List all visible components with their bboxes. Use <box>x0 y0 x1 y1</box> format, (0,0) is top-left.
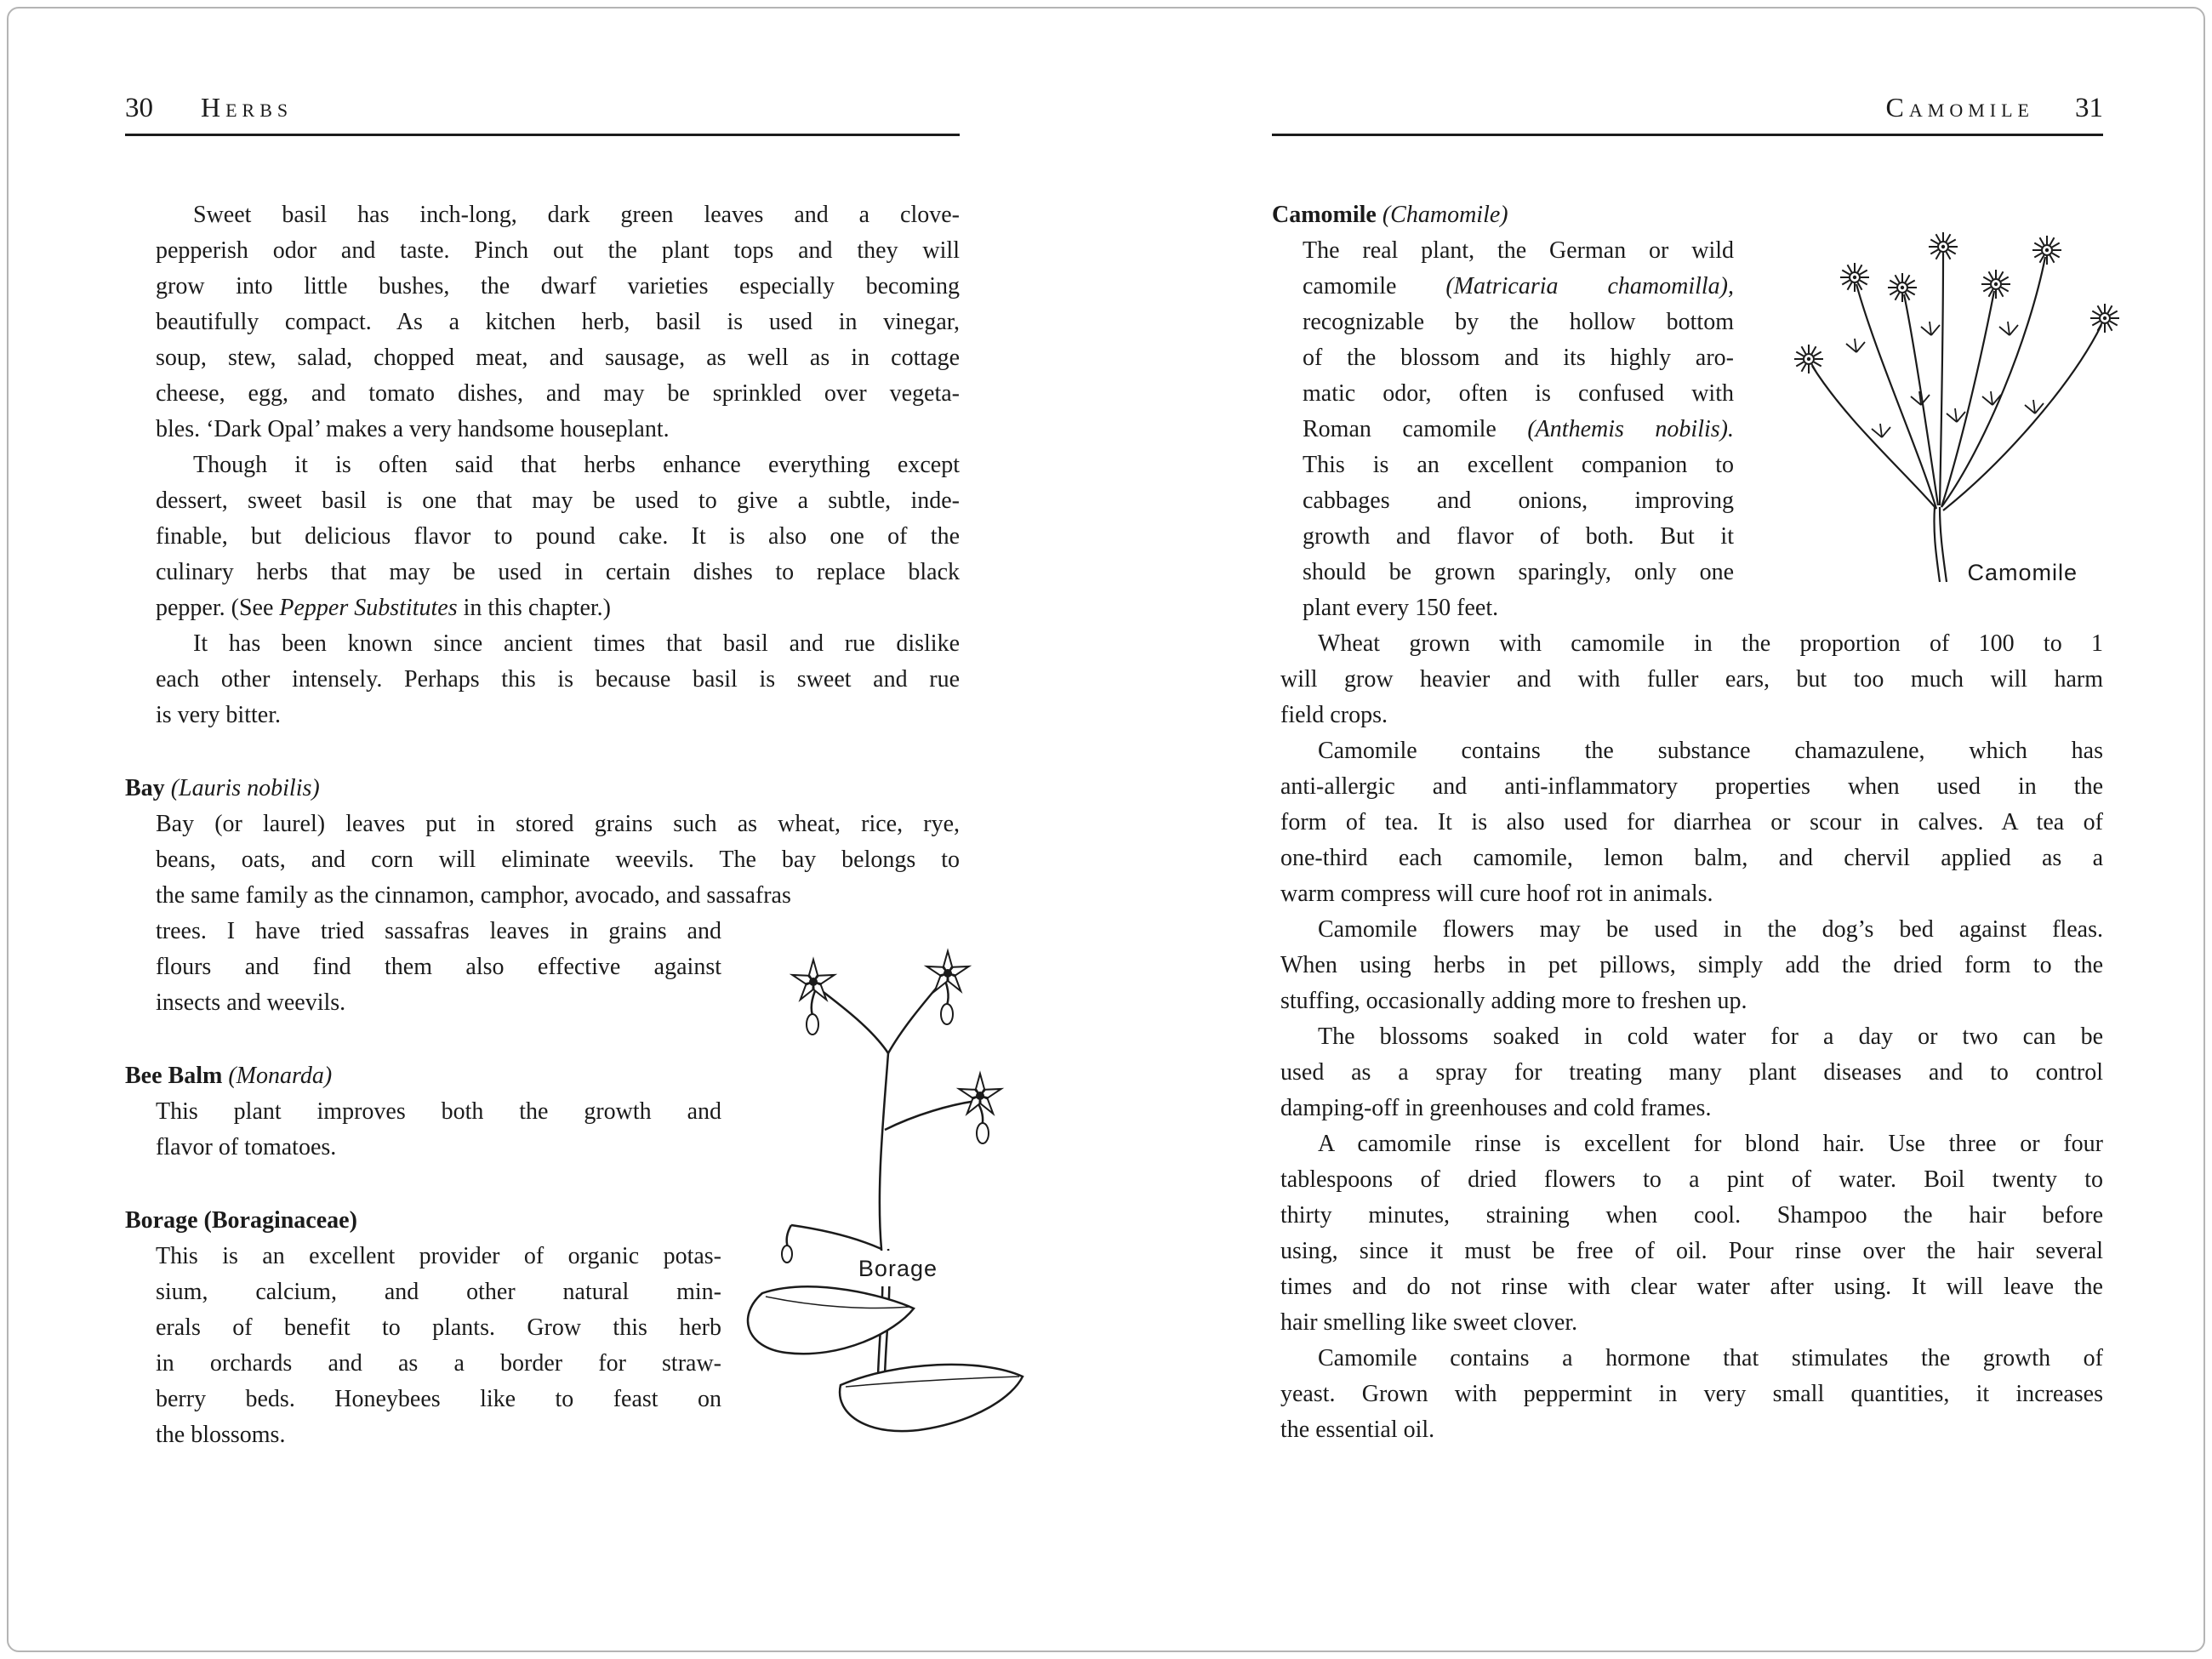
text-line: should be grown sparingly, only one <box>1303 559 1734 585</box>
text-line: insects and weevils. <box>156 989 346 1016</box>
text-line: finable, but delicious flavor to pound cake. It is also one of the <box>156 523 960 550</box>
text-line: This plant improves both the growth and <box>156 1098 721 1125</box>
text-line: berry beds. Honeybees like to feast on <box>156 1386 721 1412</box>
text-line: pepper. (See Pepper Substitutes in this chapter.) <box>156 595 611 621</box>
text-line: Wheat grown with camomile in the proportion of 100 to 1 <box>1318 630 2103 657</box>
text-line: each other intensely. Perhaps this is because basil is sweet and rue <box>156 666 960 693</box>
text-line: bles. ‘Dark Opal’ makes a very handsome houseplant. <box>156 416 670 442</box>
text-line: tablespoons of dried flowers to a pint of water. Boil twenty to <box>1280 1166 2103 1193</box>
paragraph-sweet-basil-2 <box>156 448 960 626</box>
left-page-header <box>125 90 960 125</box>
text-line: yeast. Grown with peppermint in very small quantities, it increases <box>1280 1381 2103 1407</box>
text-line: growth and flavor of both. But it <box>1303 523 1734 550</box>
text-line: dessert, sweet basil is one that may be used to give a subtle, inde- <box>156 487 960 514</box>
header-rule-left <box>125 134 960 136</box>
text-line: stuffing, occasionally adding more to freshen up. <box>1280 988 1747 1014</box>
text-line: the blossoms. <box>156 1422 286 1448</box>
text-line: the essential oil. <box>1280 1417 1435 1443</box>
paragraph-rinse <box>1280 1126 2103 1341</box>
text-line: form of tea. It is also used for diarrhea or scour in calves. A tea of <box>1280 809 2103 835</box>
text-line: Camomile contains a hormone that stimulates the growth of <box>1318 1345 2103 1371</box>
text-line: Roman camomile (Anthemis nobilis). <box>1303 416 1734 442</box>
paragraph-bay <box>156 807 960 914</box>
text-line: A camomile rinse is excellent for blond hair. Use three or four <box>1318 1131 2103 1157</box>
camomile-caption: Camomile <box>1964 555 2081 590</box>
text-line: grow into little bushes, the dwarf varieties especially becoming <box>156 273 960 299</box>
text-line: Bay (or laurel) leaves put in stored grains such as wheat, rice, rye, <box>156 811 960 837</box>
right-page-header <box>1272 90 2103 125</box>
text-line: of the blossom and its highly aro- <box>1303 345 1734 371</box>
left-page-body <box>125 197 960 1453</box>
section-heading-borage: Borage (Boraginaceae) <box>125 1207 357 1234</box>
text-line: sium, calcium, and other natural min- <box>156 1279 721 1305</box>
section-heading-camomile: Camomile (Chamomile) <box>1272 202 1508 228</box>
running-head-right: Camomile <box>1885 92 2034 123</box>
text-line: pepperish odor and taste. Pinch out the plant tops and they will <box>156 237 960 264</box>
page-number-left: 30 <box>125 93 153 123</box>
text-line: This is an excellent companion to <box>1303 452 1734 478</box>
text-line: warm compress will cure hoof rot in animals. <box>1280 881 1713 907</box>
text-line: Sweet basil has inch-long, dark green leaves and a clove- <box>193 202 960 228</box>
text-line: When using herbs in pet pillows, simply add the dried form to the <box>1280 952 2103 978</box>
paragraph-hormone <box>1280 1341 2103 1448</box>
text-line: cabbages and onions, improving <box>1303 487 1734 514</box>
text-line: Camomile contains the substance chamazulene, which has <box>1318 738 2103 764</box>
text-line: erals of benefit to plants. Grow this herb <box>156 1314 721 1341</box>
text-line: It has been known since ancient times that basil and rue dislike <box>193 630 960 657</box>
text-line: is very bitter. <box>156 702 281 728</box>
text-line: anti-allergic and anti-inflammatory properties when used in the <box>1280 773 2103 800</box>
header-rule-right <box>1272 134 2103 136</box>
text-line: recognizable by the hollow bottom <box>1303 309 1734 335</box>
camomile-illustration <box>1754 197 2103 597</box>
paragraph-blossoms-spray <box>1280 1019 2103 1126</box>
paragraph-chamazulene <box>1280 733 2103 912</box>
text-line: in orchards and as a border for straw- <box>156 1350 721 1377</box>
section-heading-bee-balm: Bee Balm (Monarda) <box>125 1063 333 1089</box>
text-line: camomile (Matricaria chamomilla), <box>1303 273 1734 299</box>
paragraph-fleas <box>1280 912 2103 1019</box>
borage-caption: Borage <box>855 1251 941 1286</box>
text-line: will grow heavier and with fuller ears, but too much will harm <box>1280 666 2103 693</box>
text-line: The blossoms soaked in cold water for a day or two can be <box>1318 1023 2103 1050</box>
borage-illustration <box>738 914 960 1448</box>
text-line: one-third each camomile, lemon balm, and chervil applied as a <box>1280 845 2103 871</box>
paragraph-sweet-basil-3 <box>156 626 960 733</box>
text-line: cheese, egg, and tomato dishes, and may be sprinkled over vegeta- <box>156 380 960 407</box>
text-line: used as a spray for treating many plant diseases and to control <box>1280 1059 2103 1086</box>
text-line: thirty minutes, straining when cool. Shampoo the hair before <box>1280 1202 2103 1229</box>
text-line: flours and find them also effective against <box>156 954 721 980</box>
camomile-drawing <box>1737 182 2137 590</box>
text-line: soup, stew, salad, chopped meat, and sausage, as well as in cottage <box>156 345 960 371</box>
text-line: Camomile flowers may be used in the dog’s bed against fleas. <box>1318 916 2103 943</box>
text-line: The real plant, the German or wild <box>1303 237 1734 264</box>
paragraph-sweet-basil-1 <box>156 197 960 448</box>
text-line: Though it is often said that herbs enhance everything except <box>193 452 960 478</box>
text-line: the same family as the cinnamon, camphor, avocado, and sassafras <box>156 882 791 909</box>
text-line: field crops. <box>1280 702 1388 728</box>
right-page <box>1106 0 2212 1659</box>
right-page-body <box>1272 197 2103 1448</box>
text-line: flavor of tomatoes. <box>156 1134 337 1160</box>
page-number-right: 31 <box>2075 93 2103 123</box>
text-line: trees. I have tried sassafras leaves in grains and <box>156 918 721 944</box>
text-line: plant every 150 feet. <box>1303 595 1499 621</box>
borage-drawing <box>713 909 1036 1453</box>
text-line: using, since it must be free of oil. Pour rinse over the hair several <box>1280 1238 2103 1264</box>
text-line: culinary herbs that may be used in certain dishes to replace black <box>156 559 960 585</box>
text-line: times and do not rinse with clear water after using. It will leave the <box>1280 1274 2103 1300</box>
section-heading-bay: Bay (Lauris nobilis) <box>125 775 320 801</box>
text-line: This is an excellent provider of organic potas- <box>156 1243 721 1269</box>
running-head-left: Herbs <box>201 92 294 123</box>
text-line: hair smelling like sweet clover. <box>1280 1309 1578 1336</box>
text-line: beautifully compact. As a kitchen herb, basil is used in vinegar, <box>156 309 960 335</box>
text-line: matic odor, often is confused with <box>1303 380 1734 407</box>
paragraph-wheat <box>1280 626 2103 733</box>
text-line: beans, oats, and corn will eliminate weevils. The bay belongs to <box>156 847 960 873</box>
text-line: damping-off in greenhouses and cold frames. <box>1280 1095 1712 1121</box>
